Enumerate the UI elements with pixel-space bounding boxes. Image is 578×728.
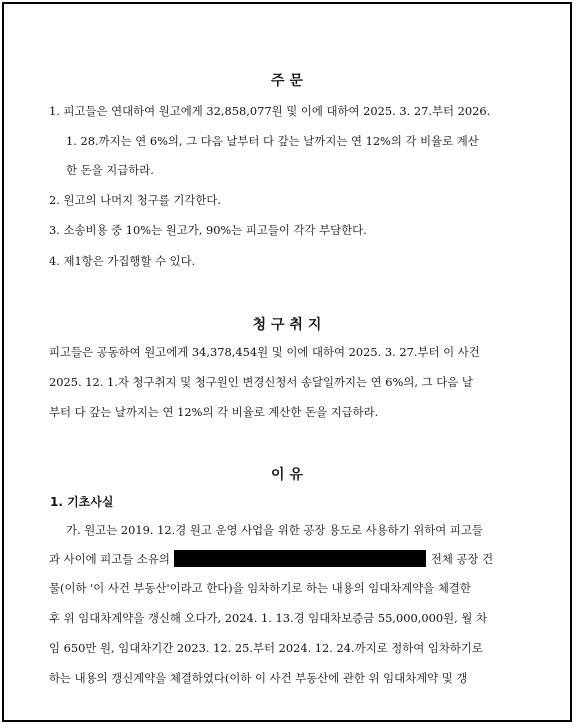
claim-heading: 청 구 취 지 xyxy=(252,317,322,333)
reason-line-2-after: 전체 공장 건 xyxy=(430,552,494,566)
reason-line-1: 가. 원고는 2019. 12.경 원고 운영 사업을 위한 공장 용도로 사용하기 위하여 피고들 xyxy=(66,523,483,537)
reason-line-6: 하는 내용의 갱신계약을 체결하였다(이하 이 사건 부동산에 관한 위 임대차계약 및 갱 xyxy=(49,671,468,685)
order-item-2: 2. 원고의 나머지 청구를 기각한다. xyxy=(49,193,222,207)
claim-line-1: 피고들은 공동하여 원고에게 34,378,454원 및 이에 대하여 2025. 3. 27.부터 이 사건 xyxy=(49,345,480,359)
order-item-3: 3. 소송비용 중 10%는 원고가, 90%는 피고들이 각각 부담한다. xyxy=(49,223,367,237)
reason-line-4: 후 위 임대차계약을 갱신해 오다가, 2024. 1. 13.경 임대차보증금 55,000,000원, 월 차 xyxy=(49,611,487,625)
claim-line-3: 부터 다 갚는 날까지는 연 12%의 각 비율로 계산한 돈을 지급하라. xyxy=(49,405,379,419)
order-heading: 주 문 xyxy=(271,73,303,89)
redaction-block xyxy=(174,550,426,567)
reason-line-2-before: 과 사이에 피고들 소유의 xyxy=(49,552,170,566)
document-page xyxy=(2,2,572,722)
reason-line-2 xyxy=(49,550,493,567)
order-item-1-line-3: 한 돈을 지급하라. xyxy=(66,163,154,177)
reason-line-5: 임 650만 원, 임대차기간 2023. 12. 25.부터 2024. 12. 24.까지로 정하여 임차하기로 xyxy=(49,641,483,655)
reason-heading: 이 유 xyxy=(271,467,303,483)
order-item-1-line-1: 1. 피고들은 연대하여 원고에게 32,858,077원 및 이에 대하여 2025. 3. 27.부터 2026. xyxy=(49,104,491,118)
order-item-4: 4. 제1항은 가집행할 수 있다. xyxy=(49,254,196,268)
order-item-1-line-2: 1. 28.까지는 연 6%의, 그 다음 날부터 다 갚는 날까지는 연 12%의 각 비율로 계산 xyxy=(66,134,479,148)
section-title: 1. 기초사실 xyxy=(50,495,114,509)
claim-line-2: 2025. 12. 1.자 청구취지 및 청구원인 변경신청서 송달일까지는 연 6%의, 그 다음 날 xyxy=(49,375,473,389)
reason-line-3: 물(이하 '이 사건 부동산'이라고 한다)을 임차하기로 하는 내용의 임대차계약을 체결한 xyxy=(49,581,471,595)
